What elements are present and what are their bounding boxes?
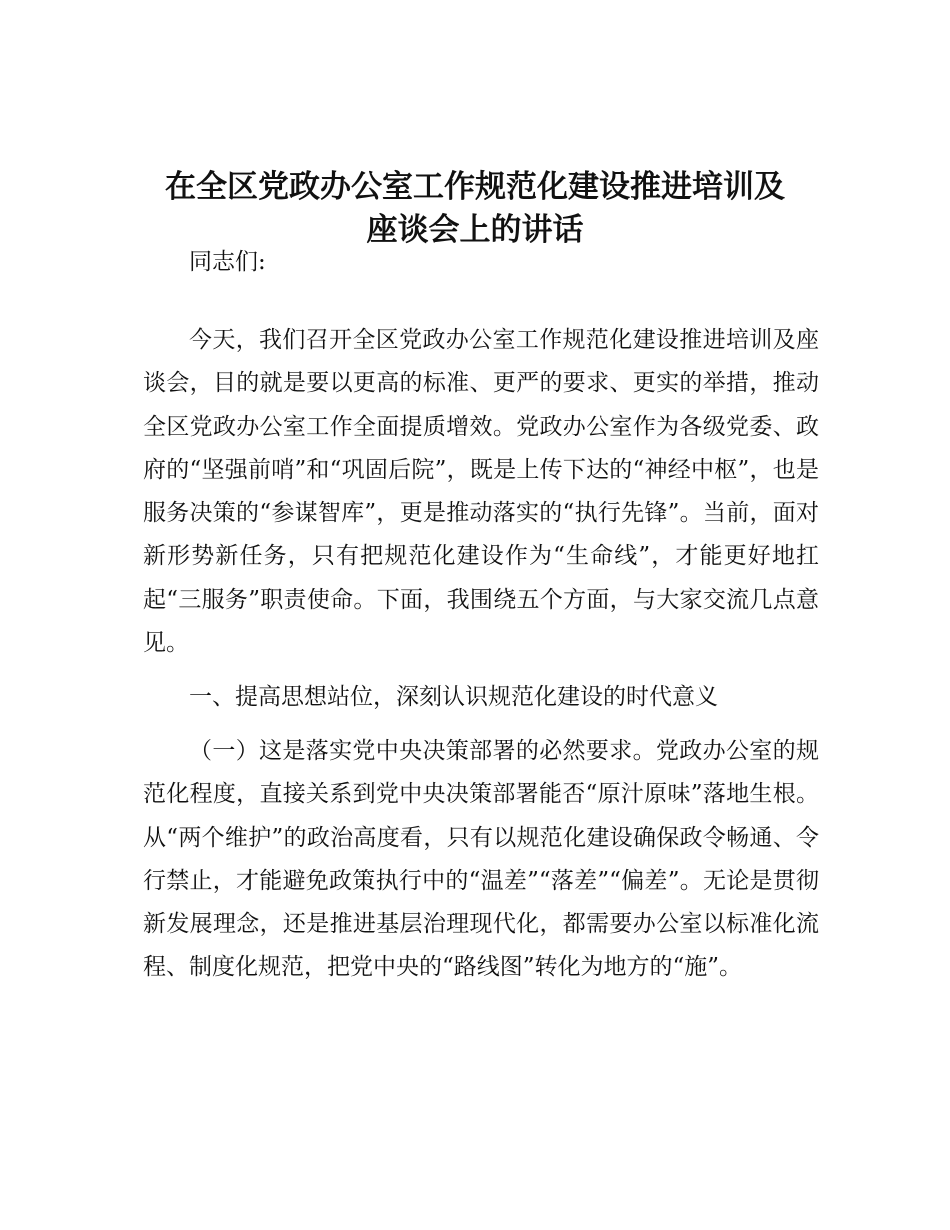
document-title-line-1: 在全区党政办公室工作规范化建设推进培训及 [165, 169, 785, 205]
document-title-line-2: 座谈会上的讲话 [366, 212, 584, 248]
document-title [100, 166, 850, 252]
paragraph-opening: 今天，我们召开全区党政办公室工作规范化建设推进培训及座谈会，目的就是要以更高的标准、更严的要求、更实的举措，推动全区党政办公室工作全面提质增效。党政办公室作为各级党委、政府的“坚强前哨”和“巩固后院”，既是上传下达的“神经中枢”，也是服务决策的“参谋智库”，更是推动落实的“执行先锋”。当前，面对新形势新任务，只有把规范化建设作为“生命线”，才能更好地扛起“三服务”职责使命。下面，我围绕五个方面，与大家交流几点意见。 [143, 327, 819, 657]
paragraph-section-1-1: （一）这是落实党中央决策部署的必然要求。党政办公室的规范化程度，直接关系到党中央决策部署能否“原汁原味”落地生根。从“两个维护”的政治高度看，只有以规范化建设确保政令畅通、令行禁止，才能避免政策执行中的“温差”“落差”“偏差”。无论是贯彻新发展理念，还是推进基层治理现代化，都需要办公室以标准化流程、制度化规范，把党中央的“路线图”转化为地方的“施”。 [143, 738, 819, 981]
salutation: 同志们: [189, 249, 266, 275]
section-heading-1: 一、提高思想站位，深刻认识规范化建设的时代意义 [189, 684, 718, 710]
